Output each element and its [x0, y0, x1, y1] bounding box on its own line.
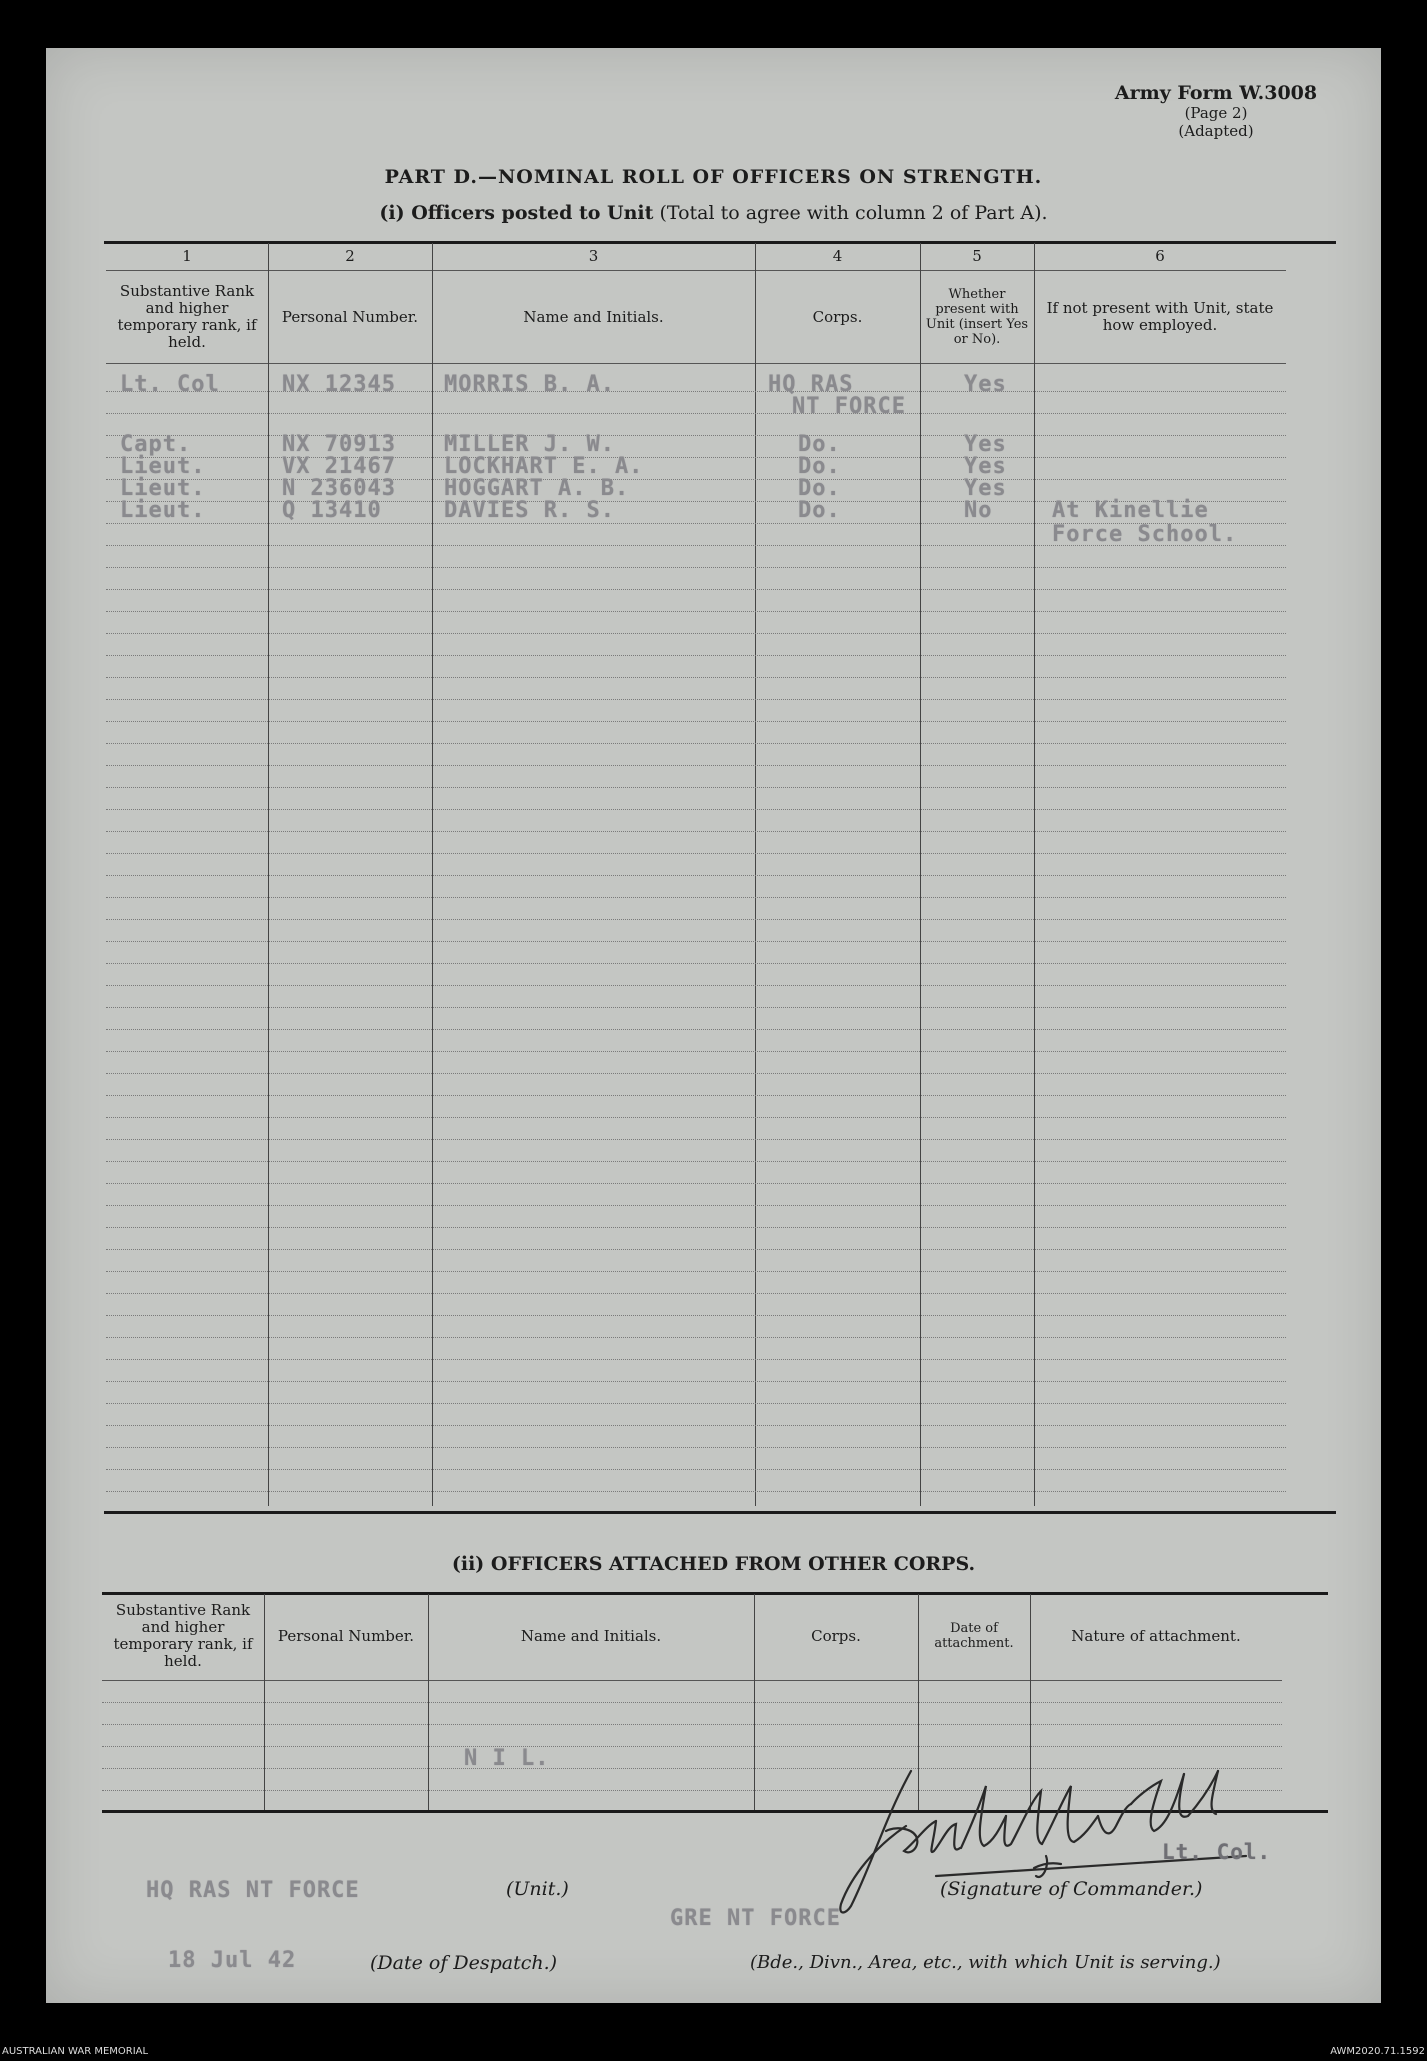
- roll-entry-number: N 236043: [282, 476, 396, 501]
- roll-entry-employed: Force School.: [1052, 522, 1238, 547]
- ruled-line: [106, 611, 1286, 612]
- ruled-line: [106, 1161, 1286, 1162]
- commander-label: (Signature of Commander.): [940, 1878, 1203, 1900]
- despatch-value: 18 Jul 42: [168, 1948, 297, 1973]
- column-number: 6: [1155, 247, 1165, 265]
- column-header: Whether present with Unit (insert Yes or No).: [925, 287, 1029, 347]
- signature-rank: Lt. Col.: [1162, 1840, 1272, 1864]
- roll-entry-name: MILLER J. W.: [444, 432, 615, 457]
- roll-entry-name: MORRIS B. A.: [444, 372, 615, 397]
- ruled-line: [106, 1469, 1286, 1470]
- roll-entry-rank: Lieut.: [120, 454, 206, 479]
- roll-entry-present: Yes: [964, 476, 1007, 501]
- part-d-title: PART D.—NOMINAL ROLL OF OFFICERS ON STRENGTH.: [384, 166, 1043, 188]
- ruled-line: [106, 1029, 1286, 1030]
- column-number: 2: [345, 247, 355, 265]
- column-number: 4: [832, 247, 843, 265]
- ruled-line: [106, 765, 1286, 766]
- ruled-line: [106, 1381, 1286, 1382]
- ruled-line: [106, 1073, 1286, 1074]
- roll-entry-present: Yes: [964, 432, 1007, 457]
- ruled-line: [106, 875, 1286, 876]
- table-top-rule: [104, 241, 1336, 244]
- ruled-line: [106, 897, 1286, 898]
- despatch-label: (Date of Despatch.): [370, 1952, 558, 1974]
- ruled-line: [106, 1117, 1286, 1118]
- ruled-line: [106, 985, 1286, 986]
- ruled-line: [106, 1447, 1286, 1448]
- ruled-line: [106, 1183, 1286, 1184]
- ruled-line: [106, 1205, 1286, 1206]
- unit-value: HQ RAS NT FORCE: [146, 1878, 360, 1903]
- ruled-line: [106, 1293, 1286, 1294]
- roll-entry-corps: Do.: [798, 498, 841, 523]
- column-header: Personal Number.: [281, 307, 419, 326]
- column-header: Name and Initials.: [523, 307, 664, 326]
- roll-entry-rank: Capt.: [120, 432, 192, 457]
- ruled-line: [106, 633, 1286, 634]
- ruled-line: [106, 1271, 1286, 1272]
- roll-entry-number: NX 70913: [282, 432, 396, 457]
- ruled-line: [106, 941, 1286, 942]
- ruled-line: [106, 1491, 1286, 1492]
- roll-entry-present: Yes: [964, 372, 1007, 397]
- ruled-line: [106, 1359, 1286, 1360]
- column-header: Name and Initials.: [520, 1626, 662, 1645]
- roll-entry-present: Yes: [964, 454, 1007, 479]
- roll-entry-corps: Do.: [798, 432, 841, 457]
- ruled-line: [106, 567, 1286, 568]
- part-d-subtitle-bold: (i) Officers posted to Unit: [379, 202, 654, 224]
- ruled-line: [102, 1746, 1282, 1747]
- footer-left: AUSTRALIAN WAR MEMORIAL: [2, 2046, 149, 2057]
- roll-entry-employed: At Kinellie: [1052, 498, 1209, 523]
- footer-right: AWM2020.71.1592: [1330, 2046, 1425, 2057]
- roll-entry-number: NX 12345: [282, 372, 396, 397]
- ruled-line: [106, 589, 1286, 590]
- ruled-line: [106, 655, 1286, 656]
- section-divider: [104, 1511, 1336, 1514]
- header-rule: [102, 1680, 1282, 1681]
- column-number: 1: [182, 247, 192, 265]
- form-adapted: (Adapted): [1178, 122, 1254, 140]
- ruled-line: [106, 1227, 1286, 1228]
- ruled-line: [102, 1702, 1282, 1703]
- ruled-line: [106, 677, 1286, 678]
- ruled-line: [106, 1315, 1286, 1316]
- part-d-subtitle-rest: (Total to agree with column 2 of Part A).: [653, 202, 1048, 224]
- roll-entry-rank: Lieut.: [120, 476, 206, 501]
- ruled-line: [106, 743, 1286, 744]
- ruled-line: [106, 1403, 1286, 1404]
- column-header: Date of attachment.: [934, 1621, 1014, 1651]
- roll-entry-rank: Lt. Col: [120, 372, 220, 397]
- part-ii-title: (ii) OFFICERS ATTACHED FROM OTHER CORPS.: [451, 1553, 976, 1575]
- roll-entry-present: No: [964, 498, 993, 523]
- roll-entry-name: DAVIES R. S.: [444, 498, 615, 523]
- unit-label: (Unit.): [506, 1878, 569, 1900]
- ruled-line: [106, 1095, 1286, 1096]
- column-header: Corps.: [812, 307, 863, 326]
- roll-entry-name: HOGGART A. B.: [444, 476, 630, 501]
- column-header: If not present with Unit, state how employed.: [1046, 299, 1274, 334]
- roll-entry-corps: Do.: [798, 454, 841, 479]
- ruled-line: [106, 1139, 1286, 1140]
- ruled-line: [106, 1337, 1286, 1338]
- column-header: Substantive Rank and higher temporary rank, if held.: [113, 1601, 253, 1670]
- column-header: Personal Number.: [277, 1626, 415, 1645]
- ruled-line: [106, 963, 1286, 964]
- ruled-line: [106, 1007, 1286, 1008]
- roll-entry-rank: Lieut.: [120, 498, 206, 523]
- ruled-line: [106, 853, 1286, 854]
- ruled-line: [106, 721, 1286, 722]
- roll-entry-corps: HQ RAS: [768, 372, 854, 397]
- column-number: 3: [588, 247, 599, 265]
- form-number: Army Form W.3008: [1114, 82, 1318, 104]
- ruled-line: [106, 787, 1286, 788]
- roll-entry-number: Q 13410: [282, 498, 382, 523]
- ruled-line: [106, 809, 1286, 810]
- ruled-line: [106, 1249, 1286, 1250]
- column-header: Substantive Rank and higher temporary rank, if held.: [117, 282, 257, 351]
- form-page-number: (Page 2): [1184, 104, 1248, 122]
- column-header: Corps.: [811, 1626, 861, 1645]
- ruled-line: [106, 1051, 1286, 1052]
- ruled-line: [106, 919, 1286, 920]
- part-d-subtitle: [46, 202, 1381, 224]
- roll-entry-number: VX 21467: [282, 454, 396, 479]
- attached-entry: N I L.: [464, 1746, 550, 1771]
- ruled-line: [106, 413, 1286, 414]
- roll-entry-corps: Do.: [798, 476, 841, 501]
- ruled-line: [102, 1724, 1282, 1725]
- column-header: Nature of attachment.: [1071, 1626, 1241, 1645]
- formation-label: (Bde., Divn., Area, etc., with which Unit is serving.): [750, 1952, 1221, 1973]
- column-number: 5: [972, 247, 982, 265]
- roll-entry-name: LOCKHART E. A.: [444, 454, 644, 479]
- form-page: [46, 48, 1381, 2003]
- header-rule: [106, 363, 1286, 364]
- ruled-line: [106, 831, 1286, 832]
- formation-value: GRE NT FORCE: [670, 1906, 841, 1931]
- roll-entry-corps: NT FORCE: [792, 394, 906, 419]
- table-top-rule: [102, 1592, 1328, 1595]
- ruled-line: [106, 1425, 1286, 1426]
- ruled-line: [106, 699, 1286, 700]
